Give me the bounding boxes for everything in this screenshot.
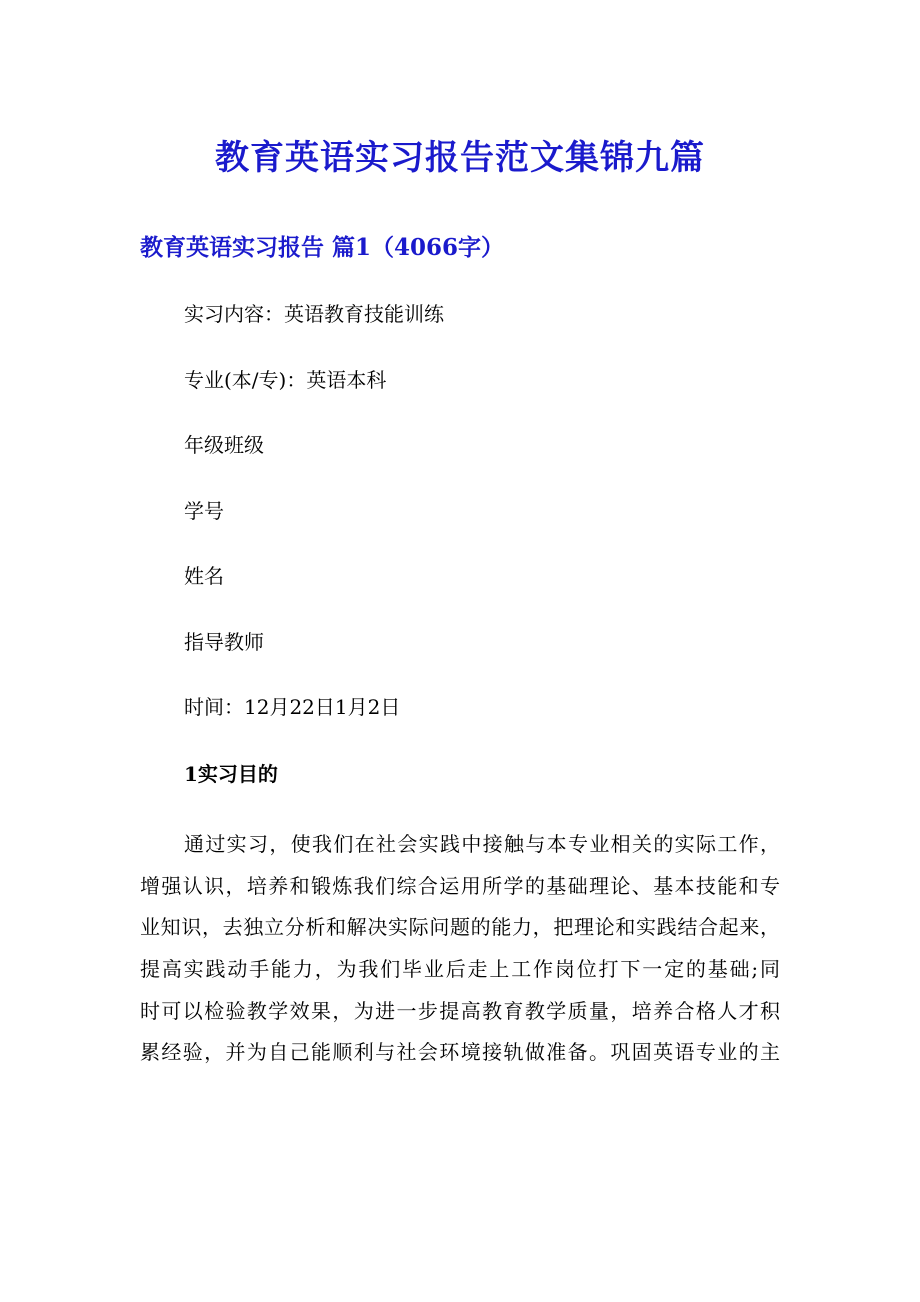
field-internship-content: 实习内容：英语教育技能训练 (184, 302, 444, 326)
section-heading: 教育英语实习报告 篇1（4066字） (140, 234, 505, 261)
paragraph-line: 提高实践动手能力，为我们毕业后走上工作岗位打下一定的基础;同 (140, 957, 780, 982)
paragraph-line: 业知识，去独立分析和解决实际问题的能力，把理论和实践结合起来， (140, 915, 780, 940)
field-major: 专业(本/专)：英语本科 (184, 368, 387, 392)
field-advisor: 指导教师 (184, 630, 264, 654)
document-title: 教育英语实习报告范文集锦九篇 (215, 138, 705, 178)
field-time: 时间：12月22日1月2日 (184, 695, 401, 719)
field-name: 姓名 (184, 564, 224, 588)
subheading-internship-purpose: 1实习目的 (184, 762, 278, 786)
paragraph-line: 累经验，并为自己能顺利与社会环境接轨做准备。巩固英语专业的主 (140, 1040, 780, 1065)
paragraph-line: 通过实习，使我们在社会实践中接触与本专业相关的实际工作， (184, 832, 780, 856)
field-grade-class: 年级班级 (184, 433, 264, 457)
paragraph-line: 时可以检验教学效果，为进一步提高教育教学质量，培养合格人才积 (140, 998, 780, 1023)
field-student-id: 学号 (184, 499, 224, 523)
body-paragraph (140, 824, 780, 1074)
paragraph-line: 增强认识，培养和锻炼我们综合运用所学的基础理论、基本技能和专 (140, 873, 780, 898)
